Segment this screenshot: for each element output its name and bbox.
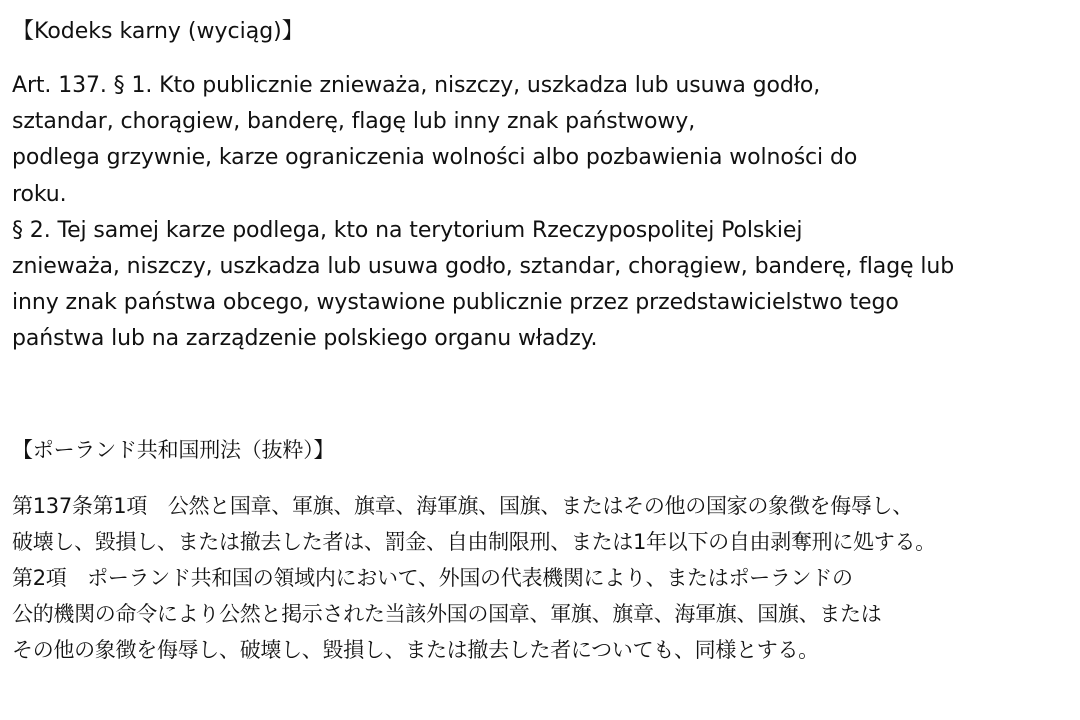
polish-text-line: znieważa, niszczy, uszkadza lub usuwa godło, sztandar, chorągiew, banderę, flagę lub <box>12 253 955 279</box>
polish-text-line: podlega grzywnie, karze ograniczenia wolności albo pozbawienia wolności do <box>12 145 858 171</box>
polish-text-line: roku. <box>12 181 67 207</box>
polish-article-text <box>12 68 1076 358</box>
japanese-article-text <box>12 488 1076 669</box>
japanese-text-line: 第137条第1項 公然と国章、軍旗、旗章、海軍旗、国旗、またはその他の国家の象徴を侮辱し、 <box>12 493 913 518</box>
spacer <box>12 468 1076 488</box>
polish-section-title: 【Kodeks karny (wyciąg)】 <box>12 19 304 44</box>
spacer <box>12 50 1076 68</box>
polish-text-line: sztandar, chorągiew, banderę, flagę lub inny znak państwowy, <box>12 109 696 135</box>
japanese-text-line: 公的機関の命令により公然と掲示された当該外国の国章、軍旗、旗章、海軍旗、国旗、または <box>12 602 882 627</box>
polish-text-line: § 2. Tej samej karze podlega, kto na terytorium Rzeczypospolitej Polskiej <box>12 217 803 243</box>
polish-text-line: inny znak państwa obcego, wystawione publicznie przez przedstawicielstwo tego <box>12 290 899 316</box>
polish-text-line: państwa lub na zarządzenie polskiego organu władzy. <box>12 326 598 352</box>
japanese-section-title: 【ポーランド共和国刑法（抜粋）】 <box>12 437 335 462</box>
document-body <box>12 14 1076 668</box>
japanese-text-line: その他の象徴を侮辱し、破壊し、毀損し、または撤去した者についても、同様とする。 <box>12 638 819 663</box>
polish-text-line: Art. 137. § 1. Kto publicznie znieważa, niszczy, uszkadza lub usuwa godło, <box>12 73 821 98</box>
japanese-text-line: 第2項 ポーランド共和国の領域内において、外国の代表機関により、またはポーランドの <box>12 565 853 590</box>
spacer <box>12 358 1076 432</box>
japanese-text-line: 破壊し、毀損し、または撤去した者は、罰金、自由制限刑、または1年以下の自由剥奪刑に処する。 <box>12 529 936 554</box>
